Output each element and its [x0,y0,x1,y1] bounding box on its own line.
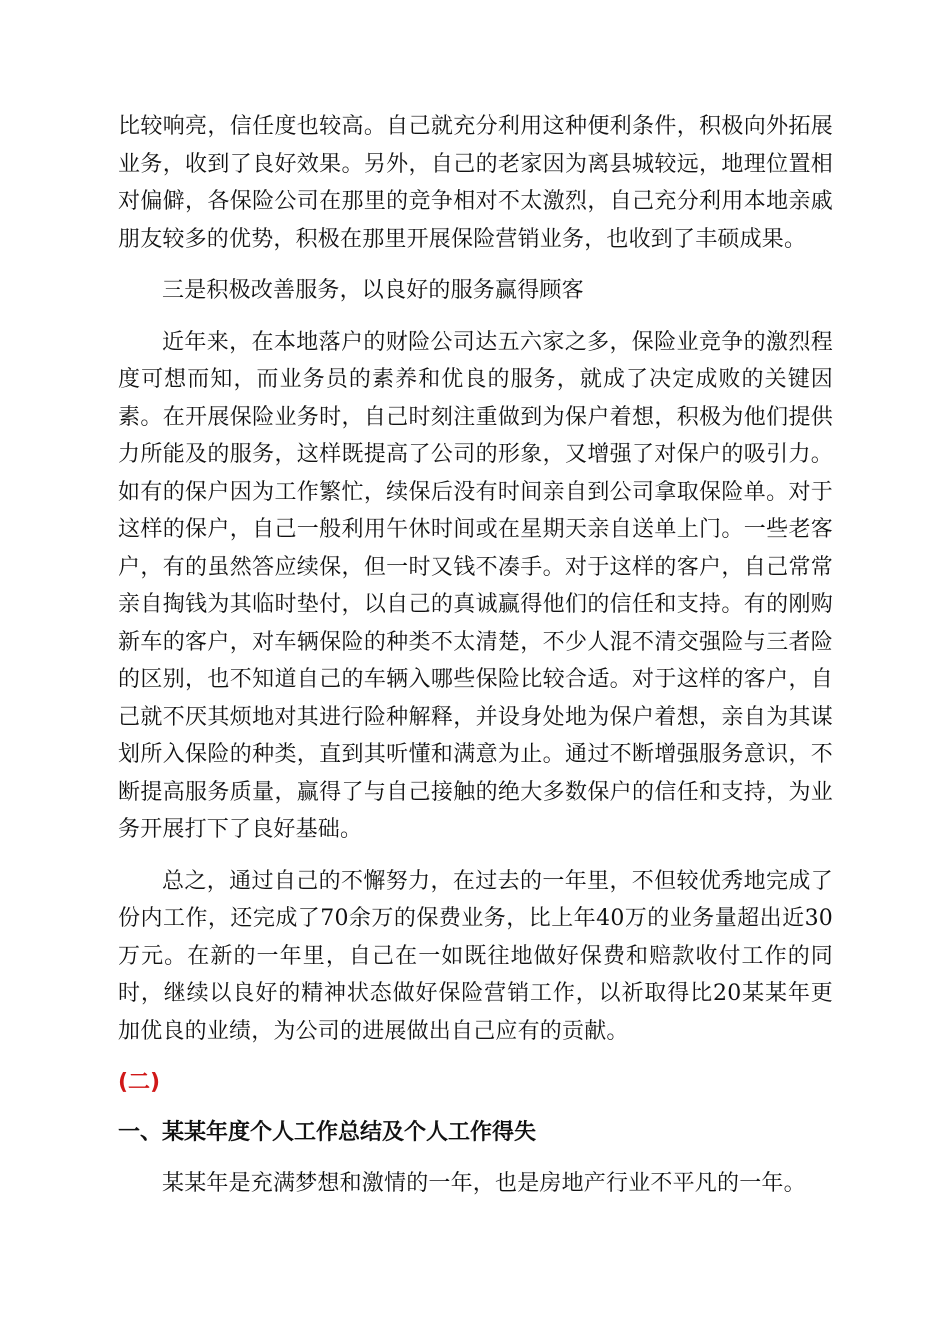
paragraph-subheading-service: 三是积极改善服务，以良好的服务赢得顾客 [162,278,584,303]
paragraph-service-details: 近年来，在本地落户的财险公司达五六家之多，保险业竞争的激烈程度可想而知，而业务员的素养和优良的服务，就成了决定成败的关键因素。在开展保险业务时，自己时刻注重做到为保户着想，积极为他们提供力所能及的服务，这样既提高了公司的形象，又增强了对保户的吸引力。如有的保户因为工作繁忙，续保后没有时间亲自到公司拿取保险单。对于这样的保户，自己一般利用午休时间或在星期天亲自送单上门。一些老客户，有的虽然答应续保，但一时又钱不凑手。对于这样的客户，自己常常亲自掏钱为其临时垫付，以自己的真诚赢得他们的信任和支持。有的刚购新车的客户，对车辆保险的种类不太清楚，不少人混不清交强险与三者险的区别，也不知道自己的车辆入哪些保险比较合适。对于这样的客户，自己就不厌其烦地对其进行险种解释，并设身处地为保户着想，亲自为其谋划所入保险的种类，直到其听懂和满意为止。通过不断增强服务意识，不断提高服务质量，赢得了与自己接触的绝大多数保户的信任和支持，为业务开展打下了良好基础。 [118,329,833,842]
paragraph-summary: 总之，通过自己的不懈努力，在过去的一年里，不但较优秀地完成了份内工作，还完成了70余万的保费业务，比上年40万的业务量超出近30万元。在新的一年里，自己在一如既往地做好保费和赔款收付工作的同时，继续以良好的精神状态做好保险营销工作，以祈取得比20某某年更加优良的业绩，为公司的进展做出自己应有的贡献。 [118,868,833,1044]
section-heading: 一、某某年度个人工作总结及个人工作得失 [118,1119,537,1145]
paragraph-continuation: 比较响亮，信任度也较高。自己就充分利用这种便利条件，积极向外拓展业务，收到了良好效果。另外，自己的老家因为离县城较远，地理位置相对偏僻，各保险公司在那里的竞争相对不太激烈，自己充分利用本地亲戚朋友较多的优势，积极在那里开展保险营销业务，也收到了丰硕成果。 [118,114,833,252]
section-label: (二) [118,1070,161,1095]
paragraph-intro: 某某年是充满梦想和激情的一年，也是房地产行业不平凡的一年。 [162,1171,806,1196]
document-page [118,108,833,1203]
